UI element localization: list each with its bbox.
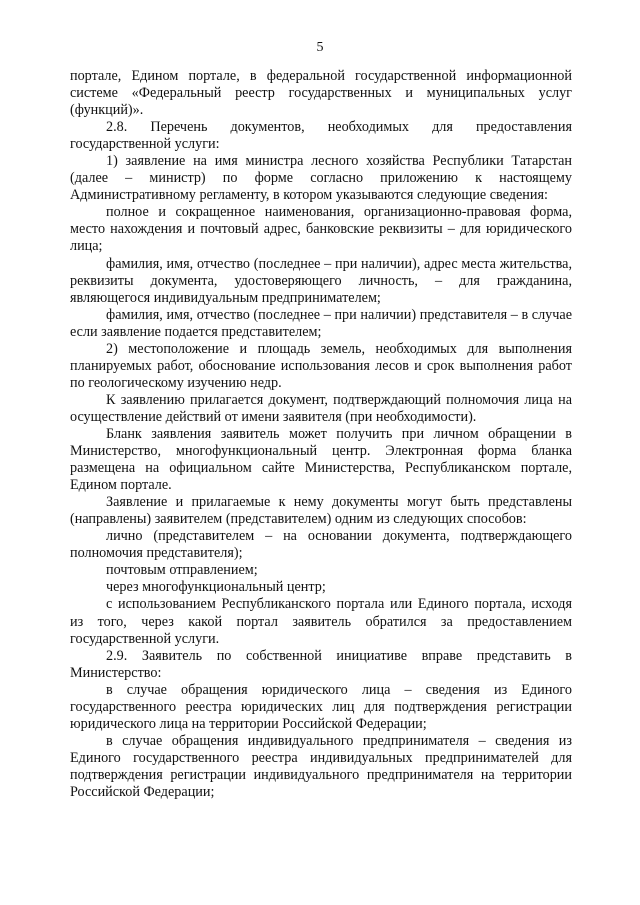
paragraph-continuation: порталe, Едином портале, в федеральной государственной информационной системе «Федеральный реестр государственных и муниципальных услуг (функций)». <box>70 68 572 119</box>
paragraph-method-post: почтовым отправлением; <box>106 562 258 579</box>
paragraph-legal-entity-registry: в случае обращения юридического лица – сведения из Единого государственного реестра юридических лиц для подтверждения регистрации юридического лица на территории Российской Федерации; <box>70 681 572 732</box>
paragraph-submission-methods: Заявление и прилагаемые к нему документы могут быть представлены (направлены) заявителем (представителем) одним из следующих способов: <box>70 494 572 528</box>
paragraph-entrepreneur-registry: в случае обращения индивидуального предпринимателя – сведения из Единого государственного реестра индивидуальных предпринимателей для подтверждения регистрации индивидуального предпринимателя на территории Российской Федерации; <box>70 732 572 800</box>
page-number: 5 <box>316 40 324 55</box>
paragraph-2-9-heading: 2.9. Заявитель по собственной инициативе вправе представить в Министерство: <box>70 647 572 681</box>
document-body <box>70 68 572 801</box>
paragraph-method-mfc: через многофункциональный центр; <box>106 579 326 596</box>
paragraph-item-1: 1) заявление на имя министра лесного хозяйства Республики Татарстан (далее – министр) по форме согласно приложению к настоящему Административному регламенту, в котором указываются следующие сведения: <box>70 153 572 204</box>
paragraph-application-form: Бланк заявления заявитель может получить при личном обращении в Министерство, многофункциональный центр. Электронная форма бланка размещена на официальном сайте Министерства, Республиканском портале, Едином портале. <box>70 425 572 494</box>
paragraph-entrepreneur-info: фамилия, имя, отчество (последнее – при наличии), адрес места жительства, реквизиты документа, удостоверяющего личность, – для гражданина, являющегося индивидуальным предпринимателем; <box>70 255 572 306</box>
paragraph-item-2: 2) местоположение и площадь земель, необходимых для выполнения планируемых работ, обоснование использования лесов и срок выполнения работ по геологическому изучению недр. <box>70 340 572 391</box>
paragraph-2-8-heading: 2.8. Перечень документов, необходимых для предоставления государственной услуги: <box>70 119 572 153</box>
paragraph-legal-entity-info: полное и сокращенное наименования, организационно-правовая форма, место нахождения и почтовый адрес, банковские реквизиты – для юридического лица; <box>70 204 572 255</box>
paragraph-representative-info: фамилия, имя, отчество (последнее – при наличии) представителя – в случае если заявление подается представителем; <box>70 306 572 340</box>
paragraph-authority-document: К заявлению прилагается документ, подтверждающий полномочия лица на осуществление действий от имени заявителя (при необходимости). <box>70 391 572 425</box>
paragraph-method-in-person: лично (представителем – на основании документа, подтверждающего полномочия представителя); <box>70 528 572 562</box>
paragraph-method-portal: с использованием Республиканского портала или Единого портала, исходя из того, через какой портал заявитель обратился за предоставлением государственной услуги. <box>70 596 572 647</box>
